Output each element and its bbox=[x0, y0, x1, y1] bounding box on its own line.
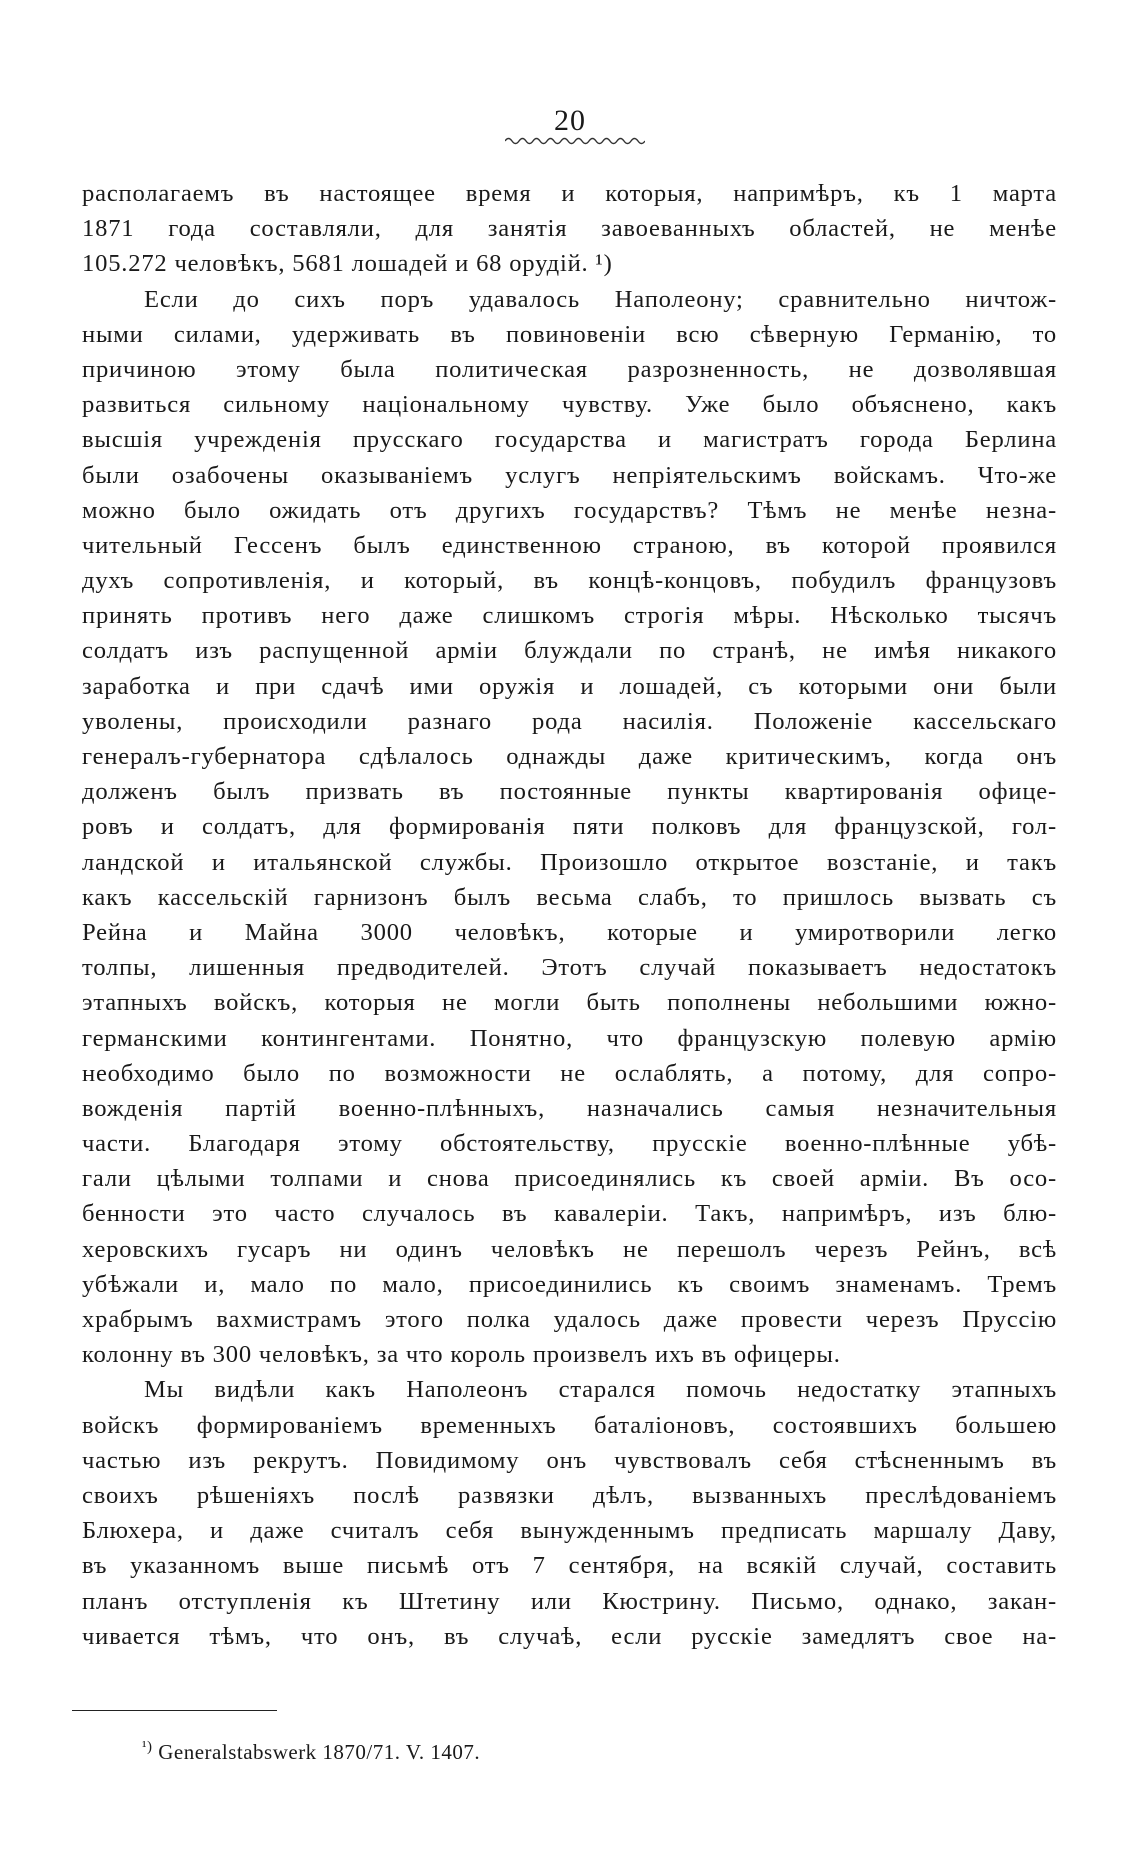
text-line: Мы видѣли какъ Наполеонъ старался помочь недостатку этапныхъ bbox=[144, 1376, 1057, 1404]
text-line: бенности это часто случалось въ кавалеріи. Такъ, напримѣръ, изъ блю- bbox=[82, 1200, 1057, 1228]
footnote-mark: ¹) bbox=[142, 1739, 153, 1755]
text-line: херовскихъ гусаръ ни одинъ человѣкъ не перешолъ черезъ Рейнъ, всѣ bbox=[82, 1235, 1057, 1263]
text-line: духъ сопротивленія, и который, въ концѣ-концовъ, побудилъ французовъ bbox=[82, 567, 1057, 595]
text-line: солдатъ изъ распущенной арміи блуждали по странѣ, не имѣя никакого bbox=[82, 637, 1057, 665]
text-line: чительный Гессенъ былъ единственною страною, въ которой проявился bbox=[82, 531, 1057, 559]
text-line: генералъ-губернатора сдѣлалось однажды даже критическимъ, когда онъ bbox=[82, 743, 1057, 770]
text-line: причиною этому была политическая разрозненность, не дозволявшая bbox=[82, 355, 1057, 383]
text-line: части. Благодаря этому обстоятельству, прусскіе военно-плѣнные убѣ- bbox=[82, 1130, 1057, 1158]
footnote bbox=[142, 1740, 480, 1765]
text-line: располагаемъ въ настоящее время и которыя, напримѣръ, къ 1 марта bbox=[82, 180, 1057, 207]
text-line: убѣжали и, мало по мало, присоединились къ своимъ знаменамъ. Тремъ bbox=[82, 1270, 1057, 1298]
text-line: вожденія партій военно-плѣнныхъ, назначались самыя незначительныя bbox=[82, 1094, 1057, 1122]
text-line: ровъ и солдатъ, для формированія пяти полковъ для французской, гол- bbox=[82, 813, 1057, 841]
text-line: планъ отступленія къ Штетину или Кюстрину. Письмо, однако, закан- bbox=[82, 1587, 1057, 1615]
text-line: войскъ формированіемъ временныхъ баталіоновъ, состоявшихъ большею bbox=[82, 1411, 1057, 1439]
text-line: необходимо было по возможности не ослаблять, а потому, для сопро- bbox=[82, 1059, 1057, 1087]
text-line: заработка и при сдачѣ ими оружія и лошадей, съ которыми они были bbox=[82, 672, 1057, 700]
body-text bbox=[82, 176, 1057, 1654]
text-line: ландской и итальянской службы. Произошло открытое возстаніе, и такъ bbox=[82, 848, 1057, 876]
page-number: 20 bbox=[554, 104, 586, 137]
text-line: можно было ожидать отъ другихъ государствъ? Тѣмъ не менѣе незна- bbox=[82, 496, 1057, 524]
text-line: своихъ рѣшеніяхъ послѣ развязки дѣлъ, вызванныхъ преслѣдованіемъ bbox=[82, 1481, 1057, 1509]
text-line: высшія учрежденія прусскаго государства и магистратъ города Берлина bbox=[82, 426, 1057, 454]
text-line: гали цѣлыми толпами и снова присоединялись къ своей арміи. Въ осо- bbox=[82, 1165, 1057, 1193]
text-line: Рейна и Майна 3000 человѣкъ, которые и умиротворили легко bbox=[82, 918, 1057, 946]
text-line: 1871 года составляли, для занятія завоеванныхъ областей, не менѣе bbox=[82, 215, 1057, 243]
text-line: этапныхъ войскъ, которыя не могли быть пополнены небольшими южно- bbox=[82, 989, 1057, 1017]
text-line: храбрымъ вахмистрамъ этого полка удалось даже провести черезъ Пруссію bbox=[82, 1306, 1057, 1333]
text-line: частью изъ рекрутъ. Повидимому онъ чувствовалъ себя стѣсненнымъ въ bbox=[82, 1446, 1057, 1474]
text-line: чивается тѣмъ, что онъ, въ случаѣ, если русскіе замедлятъ свое на- bbox=[82, 1622, 1057, 1650]
footnote-text: Generalstabswerk 1870/71. V. 1407. bbox=[158, 1740, 481, 1764]
text-line: толпы, лишенныя предводителей. Этотъ случай показываетъ недостатокъ bbox=[82, 954, 1057, 982]
text-line: какъ кассельскій гарнизонъ былъ весьма слабъ, то пришлось вызвать съ bbox=[82, 883, 1057, 911]
footnote-divider bbox=[72, 1710, 277, 1711]
text-line: развиться сильному національному чувству. Уже было объяснено, какъ bbox=[82, 391, 1057, 419]
text-line: германскими контингентами. Понятно, что французскую полевую армію bbox=[82, 1024, 1057, 1052]
text-line: колонну въ 300 человѣкъ, за что король произвелъ ихъ въ офицеры. bbox=[82, 1341, 841, 1369]
text-line: Если до сихъ поръ удавалось Наполеону; сравнительно ничтож- bbox=[144, 285, 1057, 313]
text-line: долженъ былъ призвать въ постоянные пункты квартированія офице- bbox=[82, 778, 1057, 806]
text-line: были озабочены оказываніемъ услугъ непріятельскимъ войскамъ. Что-же bbox=[82, 461, 1057, 489]
text-line: Блюхера, и даже считалъ себя вынужденнымъ предписать маршалу Даву, bbox=[82, 1517, 1057, 1545]
text-line: принять противъ него даже слишкомъ строгія мѣры. Нѣсколько тысячъ bbox=[82, 602, 1057, 630]
text-line: уволены, происходили разнаго рода насилія. Положеніе кассельскаго bbox=[82, 707, 1057, 735]
text-line: въ указанномъ выше письмѣ отъ 7 сентября, на всякій случай, составить bbox=[82, 1552, 1057, 1580]
wavy-ornament bbox=[505, 134, 645, 148]
text-line: ными силами, удерживать въ повиновеніи всю сѣверную Германію, то bbox=[82, 320, 1057, 348]
text-line: 105.272 человѣкъ, 5681 лошадей и 68 орудій. ¹) bbox=[82, 250, 613, 278]
